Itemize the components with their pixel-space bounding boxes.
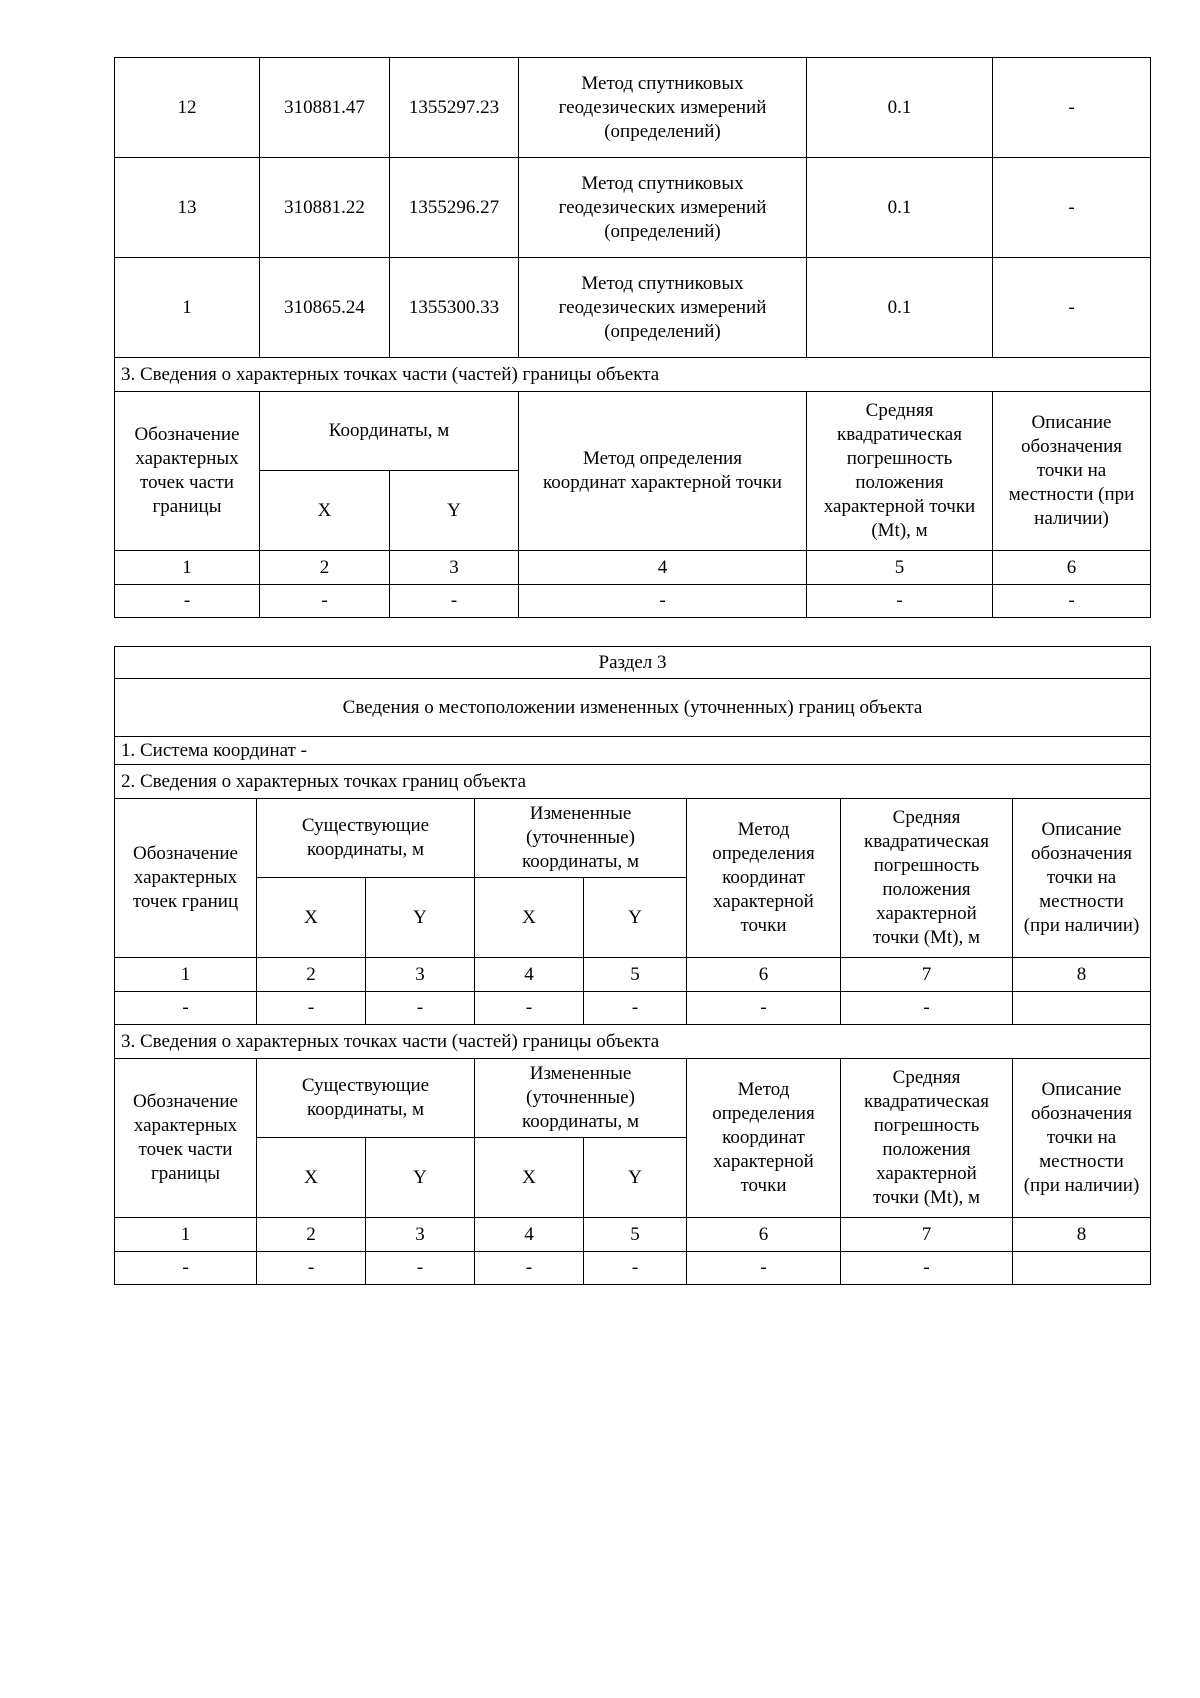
x-header: X [475,1138,584,1218]
column-number: 2 [257,958,366,992]
x-header: X [475,878,584,958]
coord-y: 1355300.33 [390,258,519,358]
mt-header: Средняя квадратическая погрешность положения характерной точки (Mt), м [807,392,993,551]
empty-cell [1013,1252,1151,1285]
column-numbers-row [115,551,1151,585]
column-numbers-row [115,958,1151,992]
existing-coords-header: Существующие координаты, м [257,799,475,878]
part-section-title: 3. Сведения о характерных точках части (частей) границы объекта [115,358,1151,392]
changed-coords-header: Измененные (уточненные) координаты, м [475,799,687,878]
description-header: Описание обозначения точки на местности (при наличии) [1013,1059,1151,1218]
mt-value: 0.1 [807,158,993,258]
column-number: 3 [366,1218,475,1252]
method-cell: Метод спутниковых геодезических измерений (определений) [519,58,807,158]
empty-cell: - [993,585,1151,618]
description-cell: - [993,58,1151,158]
empty-cell: - [115,992,257,1025]
designation-header: Обозначение характерных точек части границы [115,1059,257,1218]
empty-cell: - [475,1252,584,1285]
designation-header: Обозначение характерных точек части границы [115,392,260,551]
point-number: 12 [115,58,260,158]
y-header: Y [584,1138,687,1218]
existing-coords-header: Существующие координаты, м [257,1059,475,1138]
description-cell: - [993,158,1151,258]
column-number: 6 [687,1218,841,1252]
column-number: 3 [366,958,475,992]
description-header: Описание обозначения точки на местности (при наличии) [993,392,1151,551]
x-header: X [257,1138,366,1218]
empty-cell: - [257,1252,366,1285]
coordinates-header: Координаты, м [260,392,519,471]
column-number: 1 [115,551,260,585]
y-header: Y [390,471,519,551]
empty-cell: - [687,1252,841,1285]
coordinate-system: 1. Система координат - [115,737,1151,765]
column-number: 4 [519,551,807,585]
method-cell: Метод спутниковых геодезических измерений (определений) [519,158,807,258]
section-heading: Раздел 3 [115,647,1151,679]
description-cell: - [993,258,1151,358]
table-row [115,992,1151,1025]
column-number: 5 [584,1218,687,1252]
table-row [115,258,1151,358]
table-row [115,158,1151,258]
empty-cell: - [257,992,366,1025]
method-header: Метод определения координат характерной точки [687,799,841,958]
empty-cell: - [841,1252,1013,1285]
x-header: X [260,471,390,551]
column-number: 3 [390,551,519,585]
empty-cell: - [687,992,841,1025]
section-title: Сведения о местоположении измененных (уточненных) границ объекта [115,679,1151,737]
empty-cell: - [807,585,993,618]
mt-header: Средняя квадратическая погрешность положения характерной точки (Mt), м [841,799,1013,958]
designation-header: Обозначение характерных точек границ [115,799,257,958]
coord-y: 1355297.23 [390,58,519,158]
empty-cell: - [584,1252,687,1285]
boundary-points-table [114,57,1151,618]
empty-cell: - [475,992,584,1025]
empty-cell: - [366,1252,475,1285]
column-number: 7 [841,958,1013,992]
method-cell: Метод спутниковых геодезических измерений (определений) [519,258,807,358]
coord-x: 310865.24 [260,258,390,358]
column-number: 7 [841,1218,1013,1252]
method-header: Метод определения координат характерной точки [519,392,807,551]
column-number: 1 [115,1218,257,1252]
points-section-title: 2. Сведения о характерных точках границ объекта [115,765,1151,799]
column-number: 5 [584,958,687,992]
table-row [115,1252,1151,1285]
column-number: 6 [993,551,1151,585]
column-number: 4 [475,1218,584,1252]
empty-cell: - [390,585,519,618]
table-row [115,585,1151,618]
section-3-table [114,646,1151,1285]
point-number: 1 [115,258,260,358]
column-number: 8 [1013,1218,1151,1252]
x-header: X [257,878,366,958]
point-number: 13 [115,158,260,258]
column-number: 2 [260,551,390,585]
column-number: 6 [687,958,841,992]
empty-cell: - [519,585,807,618]
column-number: 5 [807,551,993,585]
y-header: Y [366,878,475,958]
part-section-title: 3. Сведения о характерных точках части (частей) границы объекта [115,1025,1151,1059]
y-header: Y [584,878,687,958]
column-numbers-row [115,1218,1151,1252]
empty-cell [1013,992,1151,1025]
table-row [115,58,1151,158]
coord-y: 1355296.27 [390,158,519,258]
column-number: 2 [257,1218,366,1252]
mt-value: 0.1 [807,58,993,158]
changed-coords-header: Измененные (уточненные) координаты, м [475,1059,687,1138]
column-number: 4 [475,958,584,992]
method-header: Метод определения координат характерной точки [687,1059,841,1218]
mt-value: 0.1 [807,258,993,358]
empty-cell: - [584,992,687,1025]
column-number: 8 [1013,958,1151,992]
empty-cell: - [260,585,390,618]
coord-x: 310881.22 [260,158,390,258]
empty-cell: - [366,992,475,1025]
coord-x: 310881.47 [260,58,390,158]
empty-cell: - [115,1252,257,1285]
mt-header: Средняя квадратическая погрешность положения характерной точки (Mt), м [841,1059,1013,1218]
description-header: Описание обозначения точки на местности (при наличии) [1013,799,1151,958]
column-number: 1 [115,958,257,992]
y-header: Y [366,1138,475,1218]
empty-cell: - [115,585,260,618]
empty-cell: - [841,992,1013,1025]
